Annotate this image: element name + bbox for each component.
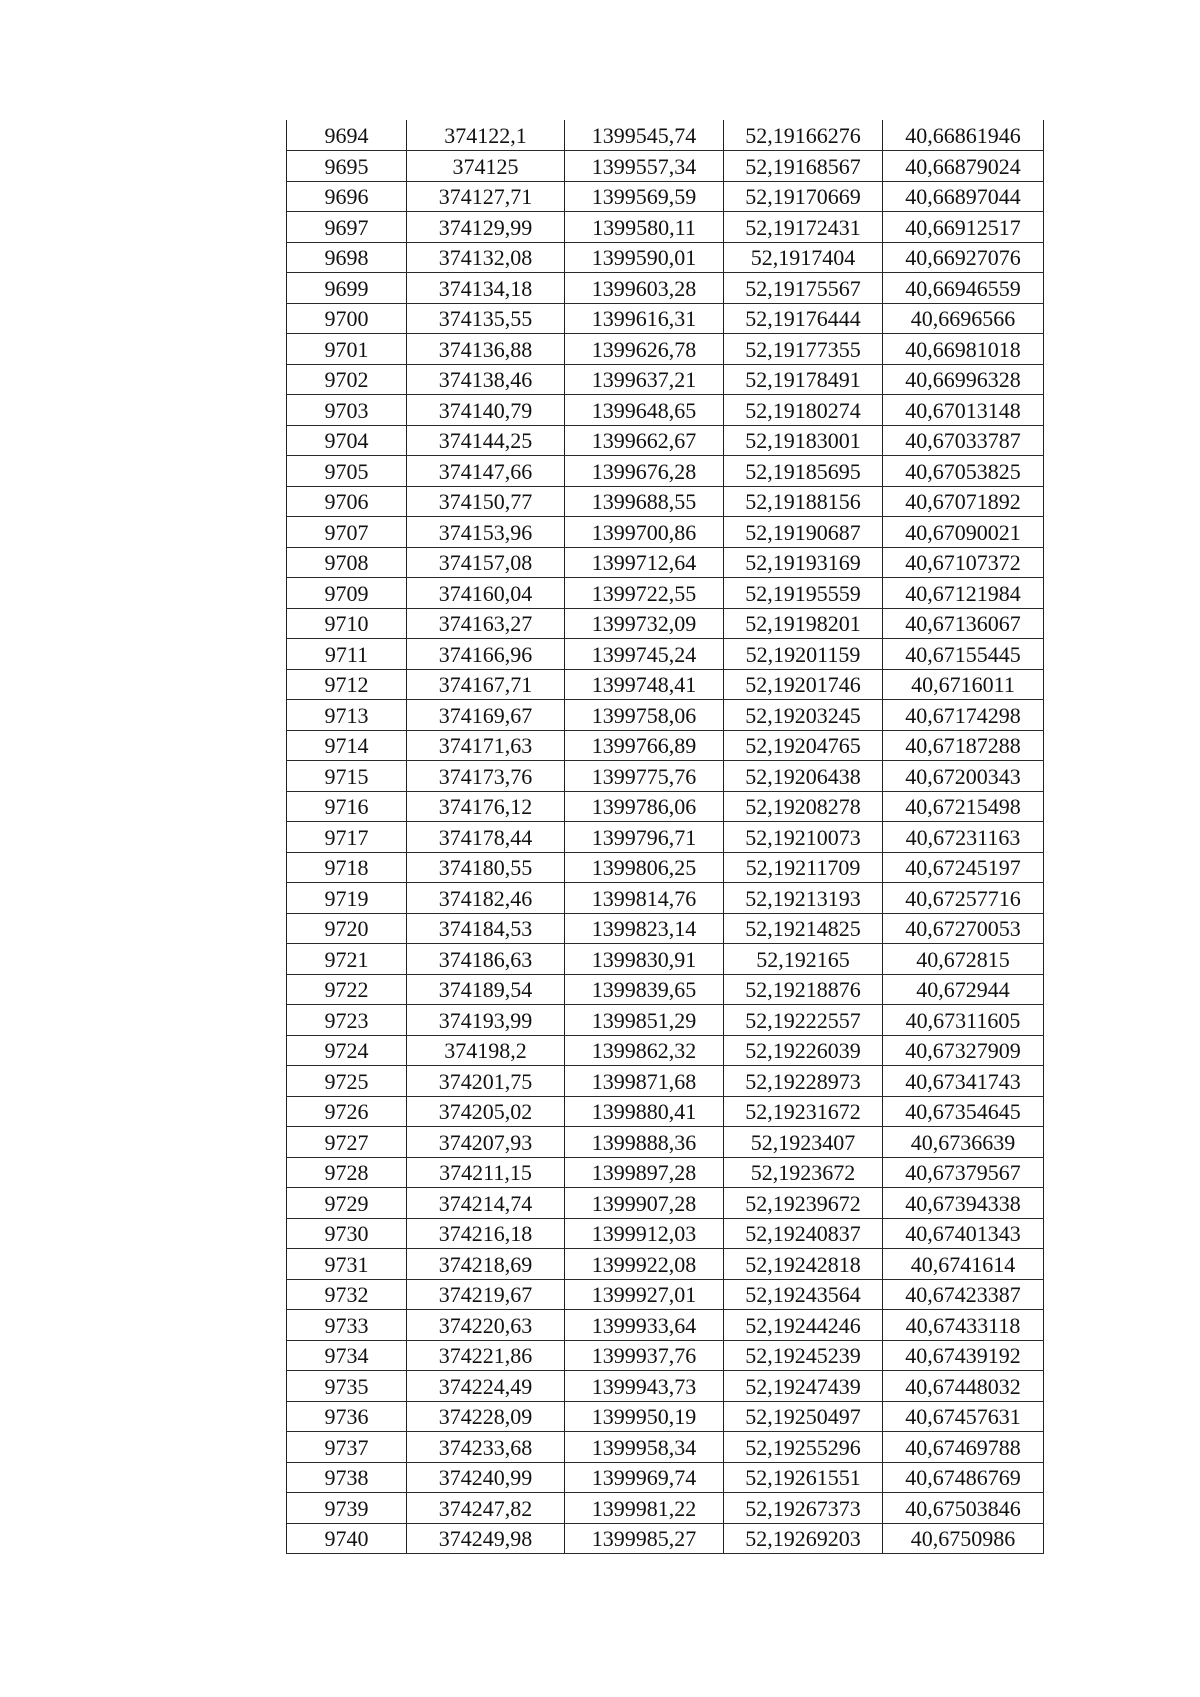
table-row	[287, 1096, 1044, 1127]
y-coordinate-cell: 1399786,06	[565, 791, 724, 822]
x-coordinate-cell: 374153,96	[407, 517, 565, 548]
x-coordinate-cell: 374247,82	[407, 1493, 565, 1524]
longitude-cell: 40,6696566	[883, 303, 1044, 334]
y-coordinate-cell: 1399950,19	[565, 1401, 724, 1432]
x-coordinate-cell: 374134,18	[407, 273, 565, 304]
longitude-cell: 40,67174298	[883, 700, 1044, 731]
longitude-cell: 40,67394338	[883, 1188, 1044, 1219]
x-coordinate-cell: 374218,69	[407, 1249, 565, 1280]
point-number-cell: 9716	[287, 791, 407, 822]
x-coordinate-cell: 374189,54	[407, 974, 565, 1005]
table-row	[287, 730, 1044, 761]
x-coordinate-cell: 374201,75	[407, 1066, 565, 1097]
table-row	[287, 913, 1044, 944]
longitude-cell: 40,67341743	[883, 1066, 1044, 1097]
x-coordinate-cell: 374147,66	[407, 456, 565, 487]
longitude-cell: 40,6741614	[883, 1249, 1044, 1280]
y-coordinate-cell: 1399830,91	[565, 944, 724, 975]
y-coordinate-cell: 1399823,14	[565, 913, 724, 944]
x-coordinate-cell: 374214,74	[407, 1188, 565, 1219]
latitude-cell: 52,19247439	[724, 1371, 883, 1402]
point-number-cell: 9725	[287, 1066, 407, 1097]
table-row	[287, 1127, 1044, 1158]
longitude-cell: 40,67121984	[883, 578, 1044, 609]
longitude-cell: 40,672815	[883, 944, 1044, 975]
y-coordinate-cell: 1399637,21	[565, 364, 724, 395]
point-number-cell: 9704	[287, 425, 407, 456]
longitude-cell: 40,67327909	[883, 1035, 1044, 1066]
x-coordinate-cell: 374122,1	[407, 120, 565, 151]
point-number-cell: 9722	[287, 974, 407, 1005]
longitude-cell: 40,67379567	[883, 1157, 1044, 1188]
table-row	[287, 456, 1044, 487]
table-row	[287, 883, 1044, 914]
longitude-cell: 40,6736639	[883, 1127, 1044, 1158]
latitude-cell: 52,19250497	[724, 1401, 883, 1432]
point-number-cell: 9718	[287, 852, 407, 883]
point-number-cell: 9697	[287, 212, 407, 243]
latitude-cell: 52,19198201	[724, 608, 883, 639]
table-row	[287, 822, 1044, 853]
point-number-cell: 9721	[287, 944, 407, 975]
longitude-cell: 40,67155445	[883, 639, 1044, 670]
point-number-cell: 9719	[287, 883, 407, 914]
latitude-cell: 52,19243564	[724, 1279, 883, 1310]
y-coordinate-cell: 1399775,76	[565, 761, 724, 792]
y-coordinate-cell: 1399545,74	[565, 120, 724, 151]
table-row	[287, 120, 1044, 151]
x-coordinate-cell: 374219,67	[407, 1279, 565, 1310]
point-number-cell: 9703	[287, 395, 407, 426]
longitude-cell: 40,67469788	[883, 1432, 1044, 1463]
point-number-cell: 9733	[287, 1310, 407, 1341]
y-coordinate-cell: 1399676,28	[565, 456, 724, 487]
table-row	[287, 1371, 1044, 1402]
point-number-cell: 9715	[287, 761, 407, 792]
longitude-cell: 40,67311605	[883, 1005, 1044, 1036]
longitude-cell: 40,67457631	[883, 1401, 1044, 1432]
y-coordinate-cell: 1399912,03	[565, 1218, 724, 1249]
y-coordinate-cell: 1399814,76	[565, 883, 724, 914]
point-number-cell: 9698	[287, 242, 407, 273]
y-coordinate-cell: 1399922,08	[565, 1249, 724, 1280]
table-row	[287, 1035, 1044, 1066]
latitude-cell: 52,19210073	[724, 822, 883, 853]
y-coordinate-cell: 1399871,68	[565, 1066, 724, 1097]
table-row	[287, 212, 1044, 243]
latitude-cell: 52,19204765	[724, 730, 883, 761]
point-number-cell: 9713	[287, 700, 407, 731]
y-coordinate-cell: 1399933,64	[565, 1310, 724, 1341]
y-coordinate-cell: 1399745,24	[565, 639, 724, 670]
table-row	[287, 608, 1044, 639]
x-coordinate-cell: 374207,93	[407, 1127, 565, 1158]
x-coordinate-cell: 374144,25	[407, 425, 565, 456]
point-number-cell: 9732	[287, 1279, 407, 1310]
latitude-cell: 52,19175567	[724, 273, 883, 304]
y-coordinate-cell: 1399748,41	[565, 669, 724, 700]
y-coordinate-cell: 1399648,65	[565, 395, 724, 426]
table-row	[287, 1523, 1044, 1554]
latitude-cell: 52,19172431	[724, 212, 883, 243]
y-coordinate-cell: 1399557,34	[565, 151, 724, 182]
x-coordinate-cell: 374127,71	[407, 181, 565, 212]
latitude-cell: 52,192165	[724, 944, 883, 975]
point-number-cell: 9739	[287, 1493, 407, 1524]
point-number-cell: 9714	[287, 730, 407, 761]
latitude-cell: 52,19201746	[724, 669, 883, 700]
point-number-cell: 9726	[287, 1096, 407, 1127]
latitude-cell: 52,19244246	[724, 1310, 883, 1341]
x-coordinate-cell: 374221,86	[407, 1340, 565, 1371]
longitude-cell: 40,67354645	[883, 1096, 1044, 1127]
x-coordinate-cell: 374186,63	[407, 944, 565, 975]
y-coordinate-cell: 1399796,71	[565, 822, 724, 853]
y-coordinate-cell: 1399888,36	[565, 1127, 724, 1158]
longitude-cell: 40,66861946	[883, 120, 1044, 151]
table-row	[287, 791, 1044, 822]
y-coordinate-cell: 1399766,89	[565, 730, 724, 761]
longitude-cell: 40,66897044	[883, 181, 1044, 212]
x-coordinate-cell: 374249,98	[407, 1523, 565, 1554]
x-coordinate-cell: 374125	[407, 151, 565, 182]
x-coordinate-cell: 374193,99	[407, 1005, 565, 1036]
longitude-cell: 40,67270053	[883, 913, 1044, 944]
point-number-cell: 9737	[287, 1432, 407, 1463]
table-row	[287, 1218, 1044, 1249]
x-coordinate-cell: 374167,71	[407, 669, 565, 700]
y-coordinate-cell: 1399943,73	[565, 1371, 724, 1402]
x-coordinate-cell: 374220,63	[407, 1310, 565, 1341]
latitude-cell: 52,19228973	[724, 1066, 883, 1097]
latitude-cell: 52,19190687	[724, 517, 883, 548]
point-number-cell: 9712	[287, 669, 407, 700]
point-number-cell: 9705	[287, 456, 407, 487]
longitude-cell: 40,66879024	[883, 151, 1044, 182]
latitude-cell: 52,19178491	[724, 364, 883, 395]
y-coordinate-cell: 1399700,86	[565, 517, 724, 548]
latitude-cell: 52,19180274	[724, 395, 883, 426]
latitude-cell: 52,19195559	[724, 578, 883, 609]
y-coordinate-cell: 1399603,28	[565, 273, 724, 304]
coordinates-table-body	[287, 120, 1044, 1554]
longitude-cell: 40,67401343	[883, 1218, 1044, 1249]
longitude-cell: 40,672944	[883, 974, 1044, 1005]
x-coordinate-cell: 374228,09	[407, 1401, 565, 1432]
point-number-cell: 9717	[287, 822, 407, 853]
y-coordinate-cell: 1399616,31	[565, 303, 724, 334]
longitude-cell: 40,67200343	[883, 761, 1044, 792]
x-coordinate-cell: 374140,79	[407, 395, 565, 426]
y-coordinate-cell: 1399626,78	[565, 334, 724, 365]
x-coordinate-cell: 374176,12	[407, 791, 565, 822]
point-number-cell: 9735	[287, 1371, 407, 1402]
table-row	[287, 1279, 1044, 1310]
x-coordinate-cell: 374136,88	[407, 334, 565, 365]
table-row	[287, 517, 1044, 548]
table-row	[287, 242, 1044, 273]
point-number-cell: 9699	[287, 273, 407, 304]
point-number-cell: 9700	[287, 303, 407, 334]
latitude-cell: 52,19261551	[724, 1462, 883, 1493]
x-coordinate-cell: 374182,46	[407, 883, 565, 914]
y-coordinate-cell: 1399969,74	[565, 1462, 724, 1493]
x-coordinate-cell: 374169,67	[407, 700, 565, 731]
point-number-cell: 9723	[287, 1005, 407, 1036]
point-number-cell: 9706	[287, 486, 407, 517]
longitude-cell: 40,67136067	[883, 608, 1044, 639]
table-row	[287, 1249, 1044, 1280]
x-coordinate-cell: 374178,44	[407, 822, 565, 853]
longitude-cell: 40,66912517	[883, 212, 1044, 243]
longitude-cell: 40,67245197	[883, 852, 1044, 883]
longitude-cell: 40,66981018	[883, 334, 1044, 365]
table-row	[287, 639, 1044, 670]
point-number-cell: 9728	[287, 1157, 407, 1188]
latitude-cell: 52,19166276	[724, 120, 883, 151]
latitude-cell: 52,1923672	[724, 1157, 883, 1188]
latitude-cell: 52,1917404	[724, 242, 883, 273]
longitude-cell: 40,67257716	[883, 883, 1044, 914]
longitude-cell: 40,67448032	[883, 1371, 1044, 1402]
point-number-cell: 9730	[287, 1218, 407, 1249]
longitude-cell: 40,66927076	[883, 242, 1044, 273]
latitude-cell: 52,19177355	[724, 334, 883, 365]
table-row	[287, 334, 1044, 365]
x-coordinate-cell: 374233,68	[407, 1432, 565, 1463]
point-number-cell: 9711	[287, 639, 407, 670]
table-row	[287, 1493, 1044, 1524]
x-coordinate-cell: 374198,2	[407, 1035, 565, 1066]
latitude-cell: 52,19231672	[724, 1096, 883, 1127]
table-row	[287, 761, 1044, 792]
table-row	[287, 1340, 1044, 1371]
latitude-cell: 52,19193169	[724, 547, 883, 578]
table-row	[287, 578, 1044, 609]
table-row	[287, 151, 1044, 182]
y-coordinate-cell: 1399839,65	[565, 974, 724, 1005]
x-coordinate-cell: 374184,53	[407, 913, 565, 944]
table-row	[287, 273, 1044, 304]
longitude-cell: 40,67033787	[883, 425, 1044, 456]
point-number-cell: 9696	[287, 181, 407, 212]
table-row	[287, 1157, 1044, 1188]
table-row	[287, 944, 1044, 975]
table-row	[287, 700, 1044, 731]
latitude-cell: 52,19203245	[724, 700, 883, 731]
table-row	[287, 1188, 1044, 1219]
point-number-cell: 9708	[287, 547, 407, 578]
latitude-cell: 52,19208278	[724, 791, 883, 822]
table-row	[287, 486, 1044, 517]
point-number-cell: 9710	[287, 608, 407, 639]
latitude-cell: 52,19226039	[724, 1035, 883, 1066]
longitude-cell: 40,67187288	[883, 730, 1044, 761]
longitude-cell: 40,66946559	[883, 273, 1044, 304]
coordinates-table	[286, 120, 1044, 1554]
x-coordinate-cell: 374240,99	[407, 1462, 565, 1493]
longitude-cell: 40,67433118	[883, 1310, 1044, 1341]
y-coordinate-cell: 1399981,22	[565, 1493, 724, 1524]
point-number-cell: 9731	[287, 1249, 407, 1280]
latitude-cell: 52,19245239	[724, 1340, 883, 1371]
y-coordinate-cell: 1399590,01	[565, 242, 724, 273]
x-coordinate-cell: 374205,02	[407, 1096, 565, 1127]
latitude-cell: 52,19176444	[724, 303, 883, 334]
point-number-cell: 9720	[287, 913, 407, 944]
x-coordinate-cell: 374129,99	[407, 212, 565, 243]
x-coordinate-cell: 374224,49	[407, 1371, 565, 1402]
latitude-cell: 52,19201159	[724, 639, 883, 670]
longitude-cell: 40,67053825	[883, 456, 1044, 487]
longitude-cell: 40,67503846	[883, 1493, 1044, 1524]
y-coordinate-cell: 1399907,28	[565, 1188, 724, 1219]
point-number-cell: 9702	[287, 364, 407, 395]
x-coordinate-cell: 374160,04	[407, 578, 565, 609]
point-number-cell: 9740	[287, 1523, 407, 1554]
y-coordinate-cell: 1399732,09	[565, 608, 724, 639]
point-number-cell: 9695	[287, 151, 407, 182]
latitude-cell: 52,19211709	[724, 852, 883, 883]
point-number-cell: 9724	[287, 1035, 407, 1066]
y-coordinate-cell: 1399897,28	[565, 1157, 724, 1188]
latitude-cell: 52,19255296	[724, 1432, 883, 1463]
latitude-cell: 52,19170669	[724, 181, 883, 212]
table-row	[287, 1005, 1044, 1036]
table-row	[287, 1310, 1044, 1341]
y-coordinate-cell: 1399862,32	[565, 1035, 724, 1066]
x-coordinate-cell: 374135,55	[407, 303, 565, 334]
longitude-cell: 40,67231163	[883, 822, 1044, 853]
point-number-cell: 9709	[287, 578, 407, 609]
table-row	[287, 364, 1044, 395]
longitude-cell: 40,66996328	[883, 364, 1044, 395]
longitude-cell: 40,67439192	[883, 1340, 1044, 1371]
y-coordinate-cell: 1399937,76	[565, 1340, 724, 1371]
point-number-cell: 9694	[287, 120, 407, 151]
longitude-cell: 40,6750986	[883, 1523, 1044, 1554]
y-coordinate-cell: 1399806,25	[565, 852, 724, 883]
latitude-cell: 52,19240837	[724, 1218, 883, 1249]
longitude-cell: 40,67215498	[883, 791, 1044, 822]
table-row	[287, 1066, 1044, 1097]
y-coordinate-cell: 1399985,27	[565, 1523, 724, 1554]
point-number-cell: 9736	[287, 1401, 407, 1432]
table-row	[287, 303, 1044, 334]
point-number-cell: 9707	[287, 517, 407, 548]
table-row	[287, 852, 1044, 883]
longitude-cell: 40,67013148	[883, 395, 1044, 426]
longitude-cell: 40,67090021	[883, 517, 1044, 548]
y-coordinate-cell: 1399958,34	[565, 1432, 724, 1463]
table-row	[287, 395, 1044, 426]
x-coordinate-cell: 374216,18	[407, 1218, 565, 1249]
latitude-cell: 52,19239672	[724, 1188, 883, 1219]
table-row	[287, 425, 1044, 456]
x-coordinate-cell: 374173,76	[407, 761, 565, 792]
table-row	[287, 181, 1044, 212]
x-coordinate-cell: 374163,27	[407, 608, 565, 639]
latitude-cell: 52,19214825	[724, 913, 883, 944]
x-coordinate-cell: 374180,55	[407, 852, 565, 883]
table-row	[287, 547, 1044, 578]
point-number-cell: 9734	[287, 1340, 407, 1371]
point-number-cell: 9701	[287, 334, 407, 365]
x-coordinate-cell: 374132,08	[407, 242, 565, 273]
longitude-cell: 40,67423387	[883, 1279, 1044, 1310]
table-row	[287, 1462, 1044, 1493]
latitude-cell: 52,19222557	[724, 1005, 883, 1036]
y-coordinate-cell: 1399758,06	[565, 700, 724, 731]
point-number-cell: 9729	[287, 1188, 407, 1219]
latitude-cell: 52,19267373	[724, 1493, 883, 1524]
latitude-cell: 52,19213193	[724, 883, 883, 914]
latitude-cell: 52,19188156	[724, 486, 883, 517]
table-row	[287, 1401, 1044, 1432]
latitude-cell: 52,19242818	[724, 1249, 883, 1280]
longitude-cell: 40,67486769	[883, 1462, 1044, 1493]
longitude-cell: 40,67071892	[883, 486, 1044, 517]
latitude-cell: 52,19269203	[724, 1523, 883, 1554]
y-coordinate-cell: 1399927,01	[565, 1279, 724, 1310]
y-coordinate-cell: 1399880,41	[565, 1096, 724, 1127]
latitude-cell: 52,19206438	[724, 761, 883, 792]
y-coordinate-cell: 1399662,67	[565, 425, 724, 456]
x-coordinate-cell: 374138,46	[407, 364, 565, 395]
x-coordinate-cell: 374211,15	[407, 1157, 565, 1188]
y-coordinate-cell: 1399712,64	[565, 547, 724, 578]
latitude-cell: 52,1923407	[724, 1127, 883, 1158]
longitude-cell: 40,67107372	[883, 547, 1044, 578]
longitude-cell: 40,6716011	[883, 669, 1044, 700]
x-coordinate-cell: 374157,08	[407, 547, 565, 578]
y-coordinate-cell: 1399722,55	[565, 578, 724, 609]
table-row	[287, 669, 1044, 700]
latitude-cell: 52,19168567	[724, 151, 883, 182]
table-row	[287, 974, 1044, 1005]
y-coordinate-cell: 1399580,11	[565, 212, 724, 243]
x-coordinate-cell: 374171,63	[407, 730, 565, 761]
table-row	[287, 1432, 1044, 1463]
x-coordinate-cell: 374150,77	[407, 486, 565, 517]
y-coordinate-cell: 1399851,29	[565, 1005, 724, 1036]
y-coordinate-cell: 1399569,59	[565, 181, 724, 212]
y-coordinate-cell: 1399688,55	[565, 486, 724, 517]
point-number-cell: 9738	[287, 1462, 407, 1493]
x-coordinate-cell: 374166,96	[407, 639, 565, 670]
latitude-cell: 52,19183001	[724, 425, 883, 456]
point-number-cell: 9727	[287, 1127, 407, 1158]
latitude-cell: 52,19185695	[724, 456, 883, 487]
latitude-cell: 52,19218876	[724, 974, 883, 1005]
